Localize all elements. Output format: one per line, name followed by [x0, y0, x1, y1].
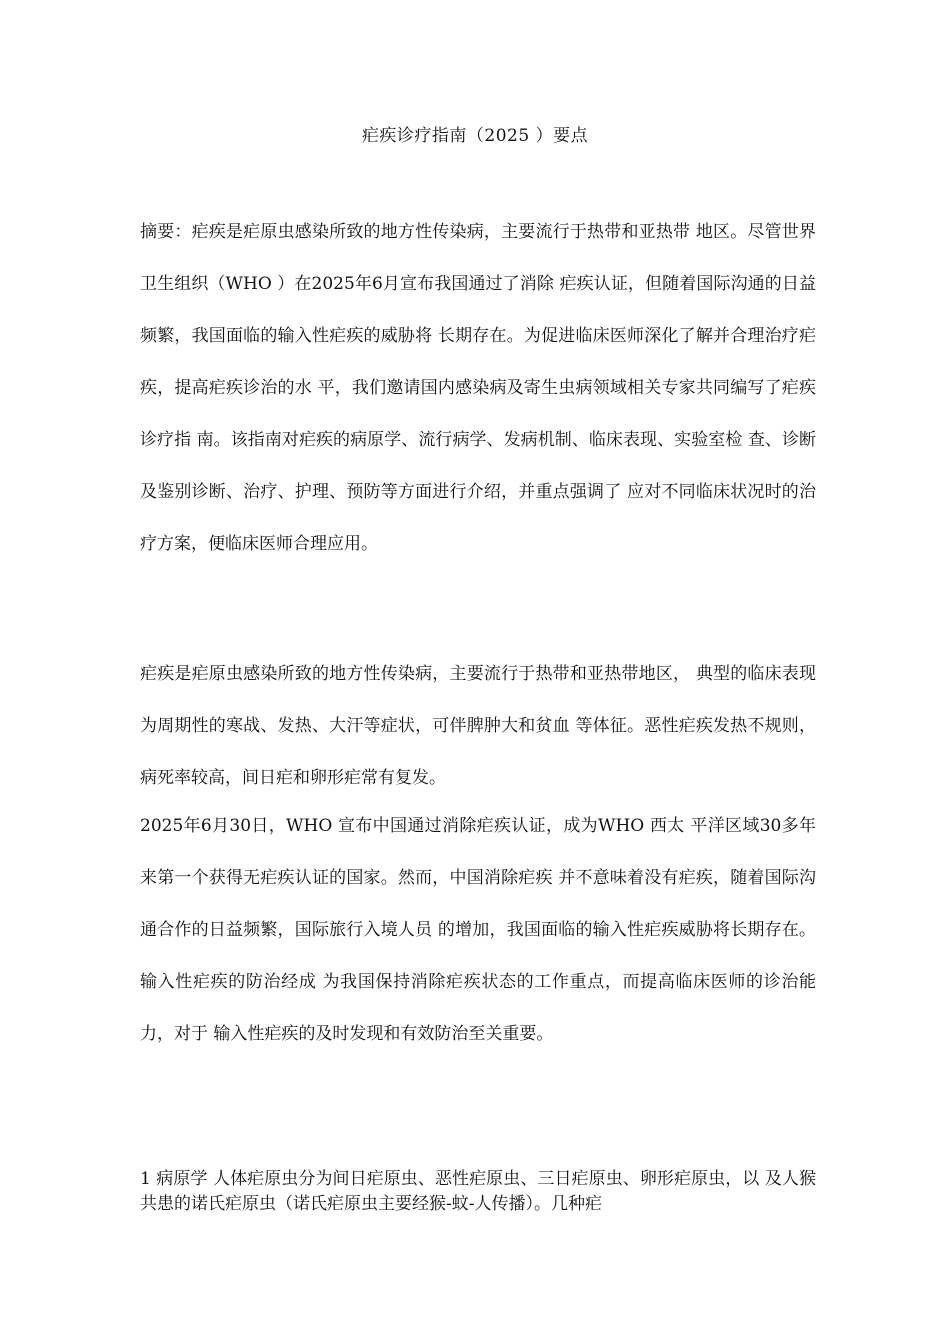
section-1-etiology-paragraph: 1 病原学 人体疟原虫分为间日疟原虫、恶性疟原虫、三日疟原虫、卵形疟原虫，以 及人猴共患的诺氏疟原虫（诺氏疟原虫主要经猴-蚊-人传播）。几种疟 [140, 1169, 816, 1214]
who-certification-paragraph: 2025年6月30日，WHO 宣布中国通过消除疟疾认证，成为WHO 西太 平洋区域30多年来第一个获得无疟疾认证的国家。然而，中国消除疟疾 并不意味着没有疟疾，随着国际沟通合作的日益频繁，国际旅行入境人员 的增加，我国面临的输入性疟疾威胁将长期存在。输入性疟疾的防治经成 为我国保持消除疟疾状态的工作重点，而提高临床医师的诊治能力，对于 输入性疟疾的及时发现和有效防治至关重要。 [140, 816, 816, 1044]
document-title: 疟疾诊疗指南（2025 ）要点 [361, 126, 589, 146]
intro-paragraph: 疟疾是疟原虫感染所致的地方性传染病，主要流行于热带和亚热带地区， 典型的临床表现为周期性的寒战、发热、大汗等症状，可伴脾肿大和贫血 等体征。恶性疟疾发热不规则，病死率较高，间日疟和卵形疟常有复发。 [140, 664, 816, 788]
abstract-paragraph: 摘要：疟疾是疟原虫感染所致的地方性传染病，主要流行于热带和亚热带 地区。尽管世界卫生组织（WHO ）在2025年6月宣布我国通过了消除 疟疾认证，但随着国际沟通的日益频繁，我国面临的输入性疟疾的威胁将 长期存在。为促进临床医师深化了解并合理治疗疟疾，提高疟疾诊治的水 平，我们邀请国内感染病及寄生虫病领域相关专家共同编写了疟疾诊疗指 南。该指南对疟疾的病原学、流行病学、发病机制、临床表现、实验室检 查、诊断及鉴别诊断、治疗、护理、预防等方面进行介绍，并重点强调了 应对不同临床状况时的治疗方案，便临床医师合理应用。 [140, 222, 816, 554]
